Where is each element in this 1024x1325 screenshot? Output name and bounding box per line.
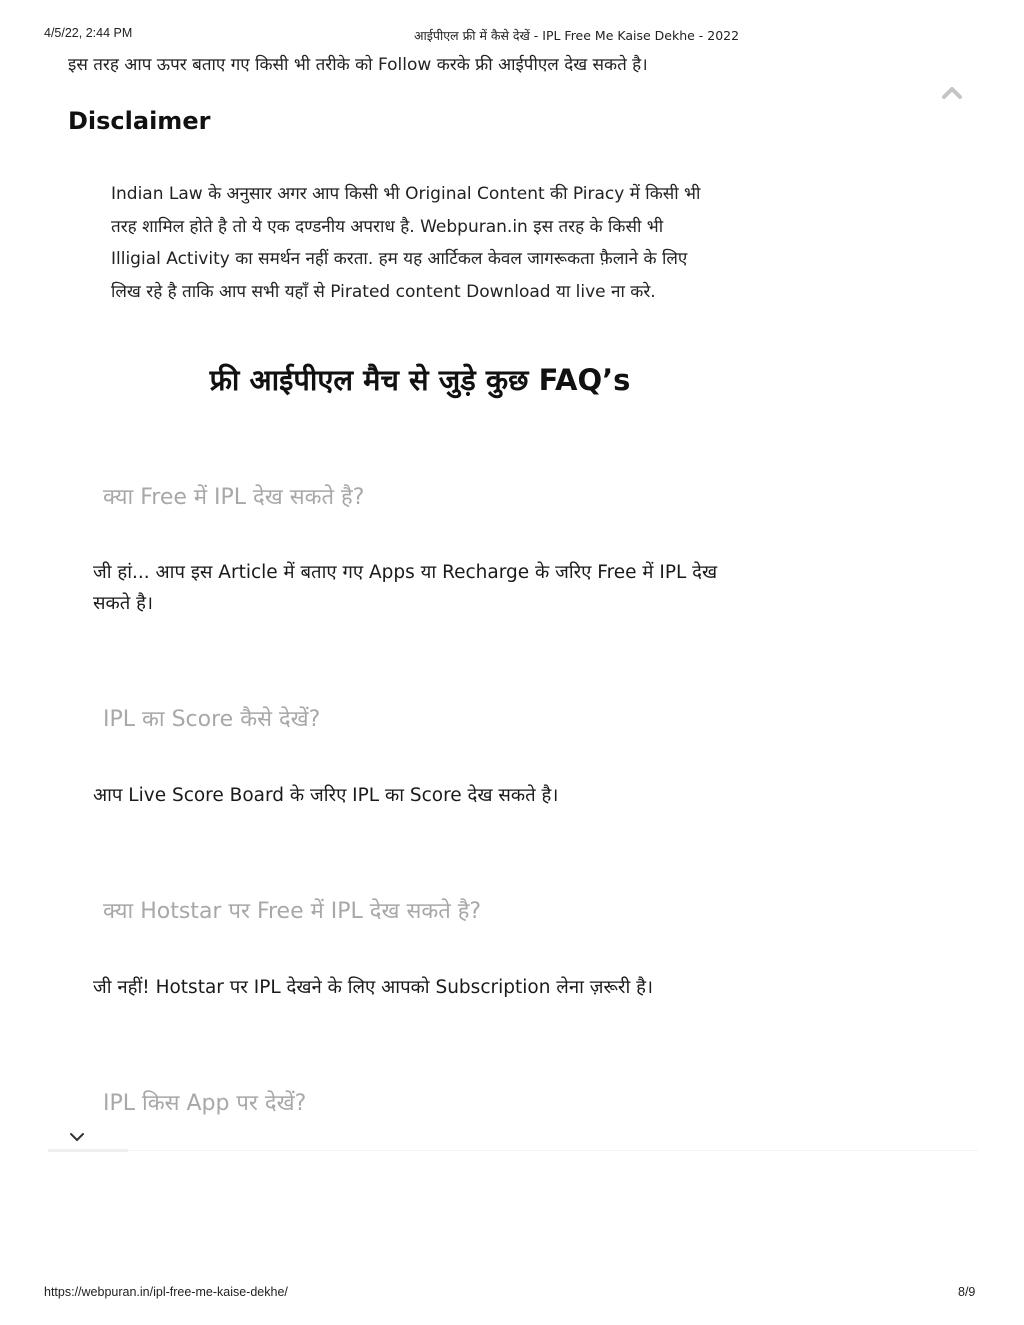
faq-answer-line: सकते है। <box>93 593 153 614</box>
faq-question-1: क्या Free में IPL देख सकते है? <box>103 485 365 510</box>
content-divider-tab <box>48 1149 128 1152</box>
faq-answer-line: जी हां... आप इस Article में बताए गए Apps या Recharge के जरिए Free में IPL देख <box>93 562 718 583</box>
faq-question-4: IPL किस App पर देखें? <box>103 1091 307 1116</box>
faq-section-heading: फ्री आईपीएल मैच से जुड़े कुछ FAQ’s <box>209 363 631 397</box>
print-header-title: आईपीएल फ्री में कैसे देखें - IPL Free Me Kaise Dekhe - 2022 <box>414 28 740 43</box>
scroll-to-top-button[interactable] <box>940 82 964 102</box>
faq-answer-1 <box>93 557 753 619</box>
faq-answer-line: जी नहीं! Hotstar पर IPL देखने के लिए आपको Subscription लेना ज़रूरी है। <box>93 977 653 998</box>
expand-toggle-button[interactable] <box>66 1128 88 1146</box>
disclaimer-line: Illigial Activity का समर्थन नहीं करता. हम यह आर्टिकल केवल जागरूकता फ़ैलाने के लिए <box>111 249 688 270</box>
faq-answer-3 <box>93 972 753 1003</box>
faq-answer-2 <box>93 780 753 811</box>
article-intro-line: इस तरह आप ऊपर बताए गए किसी भी तरीके को Follow करके फ्री आईपीएल देख सकते है। <box>68 55 648 75</box>
disclaimer-line: लिख रहे है ताकि आप सभी यहाँ से Pirated content Download या live ना करे. <box>111 282 656 303</box>
disclaimer-body <box>111 178 731 309</box>
print-footer-page-number: 8/9 <box>958 1285 976 1299</box>
print-footer-url: https://webpuran.in/ipl-free-me-kaise-dekhe/ <box>44 1285 288 1299</box>
disclaimer-line: Indian Law के अनुसार अगर आप किसी भी Original Content की Piracy में किसी भी <box>111 184 701 204</box>
faq-answer-line: आप Live Score Board के जरिए IPL का Score देख सकते है। <box>93 785 559 806</box>
chevron-up-icon <box>940 82 964 102</box>
faq-question-2: IPL का Score कैसे देखें? <box>103 707 321 732</box>
chevron-down-icon <box>66 1128 88 1146</box>
content-divider <box>48 1150 978 1151</box>
disclaimer-line: तरह शामिल होते है तो ये एक दण्डनीय अपराध है. Webpuran.in इस तरह के किसी भी <box>111 216 664 237</box>
disclaimer-heading: Disclaimer <box>68 107 211 135</box>
print-header-datetime: 4/5/22, 2:44 PM <box>44 26 133 40</box>
faq-question-3: क्या Hotstar पर Free में IPL देख सकते है? <box>103 899 482 924</box>
